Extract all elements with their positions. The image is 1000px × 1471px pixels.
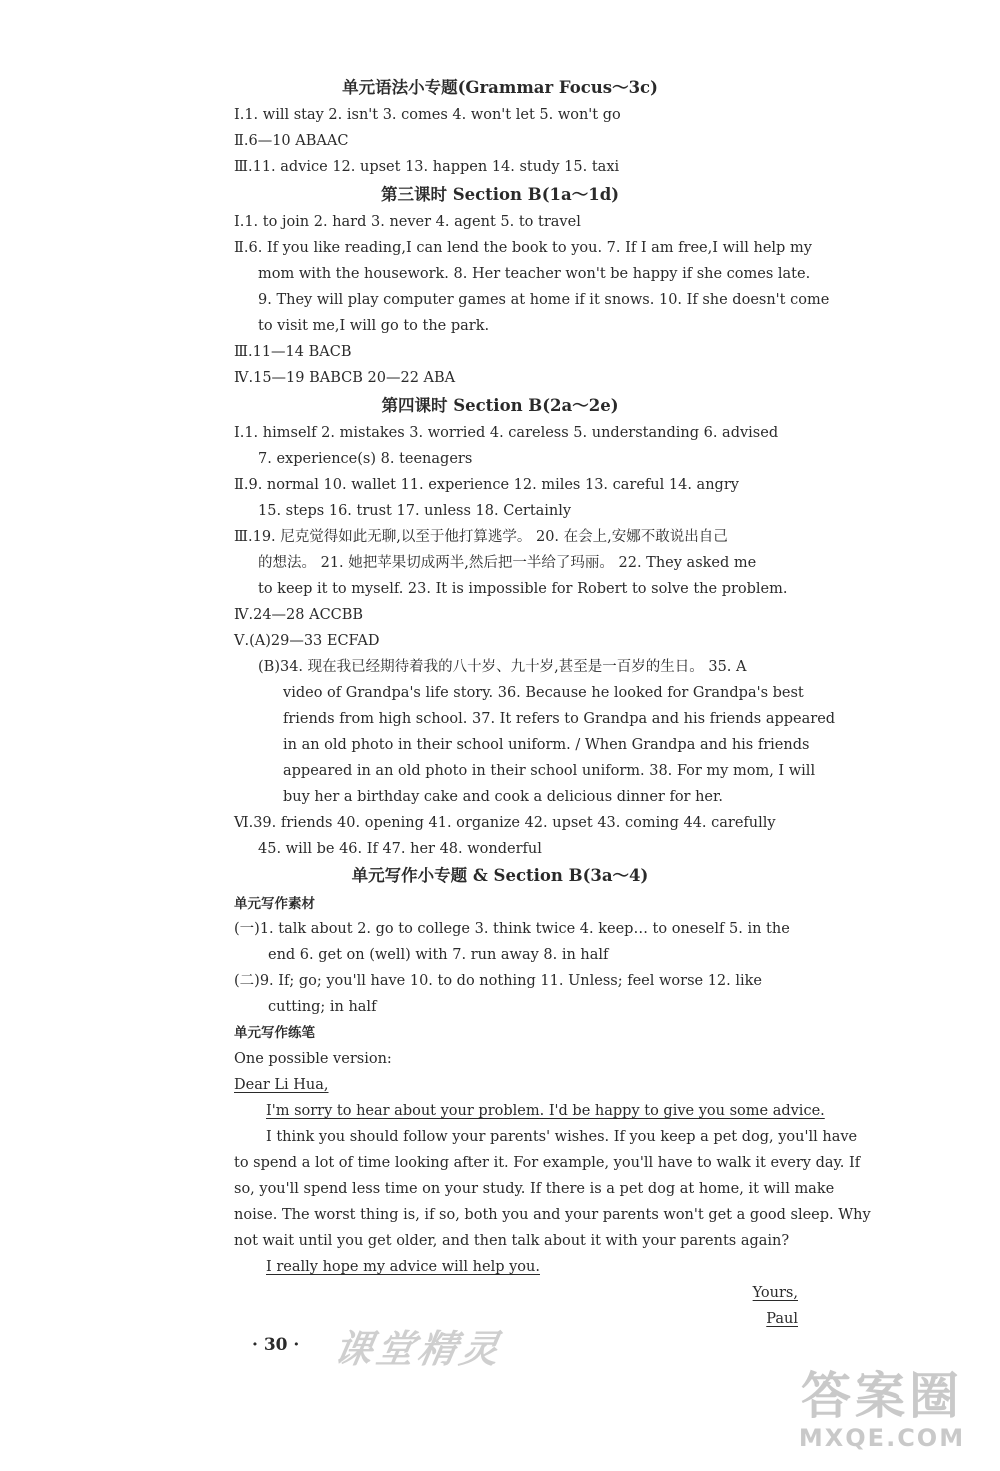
answer-line: Ⅳ.24—28 ACCBB (234, 607, 364, 623)
answer-line: video of Grandpa's life story. 36. Because he looked for Grandpa's best (283, 685, 804, 701)
answer-line: Ⅱ.9. normal 10. wallet 11. experience 12. miles 13. careful 14. angry (234, 477, 739, 493)
brand-stamp: 课堂精灵 (330, 1327, 507, 1371)
answer-line: Ⅱ.6—10 ABAAC (234, 133, 349, 149)
section-title-b1: 第三课时 Section B(1a～1d) (380, 185, 620, 204)
answer-line: cutting; in half (268, 999, 377, 1015)
answer-line: Ⅲ.11—14 BACB (234, 344, 352, 360)
essay-line: I'm sorry to hear about your problem. I'd be happy to give you some advice. (266, 1103, 825, 1119)
essay-line: noise. The worst thing is, if so, both you and your parents won't get a good sleep. Why (234, 1207, 871, 1223)
watermark-logo: 答案圈 (801, 1367, 963, 1425)
answer-line: buy her a birthday cake and cook a delicious dinner for her. (283, 789, 723, 805)
answer-line: Ⅱ.6. If you like reading,I can lend the book to you. 7. If I am free,I will help my (234, 240, 812, 256)
answer-line: Ⅰ.1. himself 2. mistakes 3. worried 4. careless 5. understanding 6. advised (234, 425, 779, 441)
essay-line: I think you should follow your parents' wishes. If you keep a pet dog, you'll have (266, 1129, 858, 1145)
answer-line: in an old photo in their school uniform. / When Grandpa and his friends (283, 737, 810, 753)
essay-greeting: Dear Li Hua, (234, 1077, 329, 1093)
answer-line: 7. experience(s) 8. teenagers (258, 451, 473, 467)
answer-line: to visit me,I will go to the park. (258, 318, 490, 334)
answer-line: mom with the housework. 8. Her teacher won't be happy if she comes late. (258, 266, 811, 282)
answer-line: Ⅵ.39. friends 40. opening 41. organize 42. upset 43. coming 44. carefully (234, 815, 776, 831)
section-title-b2: 第四课时 Section B(2a～2e) (381, 396, 619, 415)
sub-heading: 单元写作素材 (234, 896, 315, 912)
answer-line: (B)34. 现在我已经期待着我的八十岁、九十岁,甚至是一百岁的生日。 35. A (258, 659, 747, 675)
answer-line: Ⅳ.15—19 BABCB 20—22 ABA (234, 370, 456, 386)
answer-line: friends from high school. 37. It refers to Grandpa and his friends appeared (283, 711, 836, 727)
essay-line: to spend a lot of time looking after it. For example, you'll have to walk it every day. If (234, 1155, 861, 1171)
answer-line: Ⅲ.11. advice 12. upset 13. happen 14. study 15. taxi (234, 159, 620, 175)
sub-heading: 单元写作练笔 (234, 1025, 315, 1041)
watermark (772, 1368, 992, 1463)
answer-line: 9. They will play computer games at home if it snows. 10. If she doesn't come (258, 292, 830, 308)
answer-line: (一)1. talk about 2. go to college 3. think twice 4. keep… to oneself 5. in the (234, 921, 790, 937)
essay-line: I really hope my advice will help you. (266, 1259, 540, 1275)
answer-line: 的想法。 21. 她把苹果切成两半,然后把一半给了玛丽。 22. They asked me (258, 555, 757, 571)
answer-line: Ⅲ.19. 尼克觉得如此无聊,以至于他打算逃学。 20. 在会上,安娜不敢说出自己 (234, 529, 728, 545)
section-title-grammar-focus: 单元语法小专题(Grammar Focus～3c) (342, 78, 658, 97)
answer-line: Ⅰ.1. will stay 2. isn't 3. comes 4. won't let 5. won't go (234, 107, 621, 123)
answer-line: Ⅰ.1. to join 2. hard 3. never 4. agent 5. to travel (234, 214, 581, 230)
answer-line: 15. steps 16. trust 17. unless 18. Certainly (258, 503, 572, 519)
answer-line: 45. will be 46. If 47. her 48. wonderful (258, 841, 542, 857)
essay-signature: Paul (766, 1311, 798, 1327)
essay-line: One possible version: (234, 1051, 392, 1067)
answer-line: appeared in an old photo in their school uniform. 38. For my mom, I will (283, 763, 816, 779)
page-number: · 30 · (252, 1335, 300, 1355)
essay-line: so, you'll spend less time on your study. If there is a pet dog at home, it will make (234, 1181, 835, 1197)
answer-line: end 6. get on (well) with 7. run away 8. in half (268, 947, 609, 963)
section-title-writing: 单元写作小专题 & Section B(3a～4) (351, 866, 649, 885)
essay-line: not wait until you get older, and then talk about it with your parents again? (234, 1233, 790, 1249)
essay-closing: Yours, (752, 1285, 798, 1301)
answer-line: to keep it to myself. 23. It is impossible for Robert to solve the problem. (258, 581, 788, 597)
answer-line: (二)9. If; go; you'll have 10. to do nothing 11. Unless; feel worse 12. like (234, 973, 763, 989)
watermark-url: MXQE.COM (798, 1424, 966, 1452)
answer-line: Ⅴ.(A)29—33 ECFAD (234, 633, 380, 649)
